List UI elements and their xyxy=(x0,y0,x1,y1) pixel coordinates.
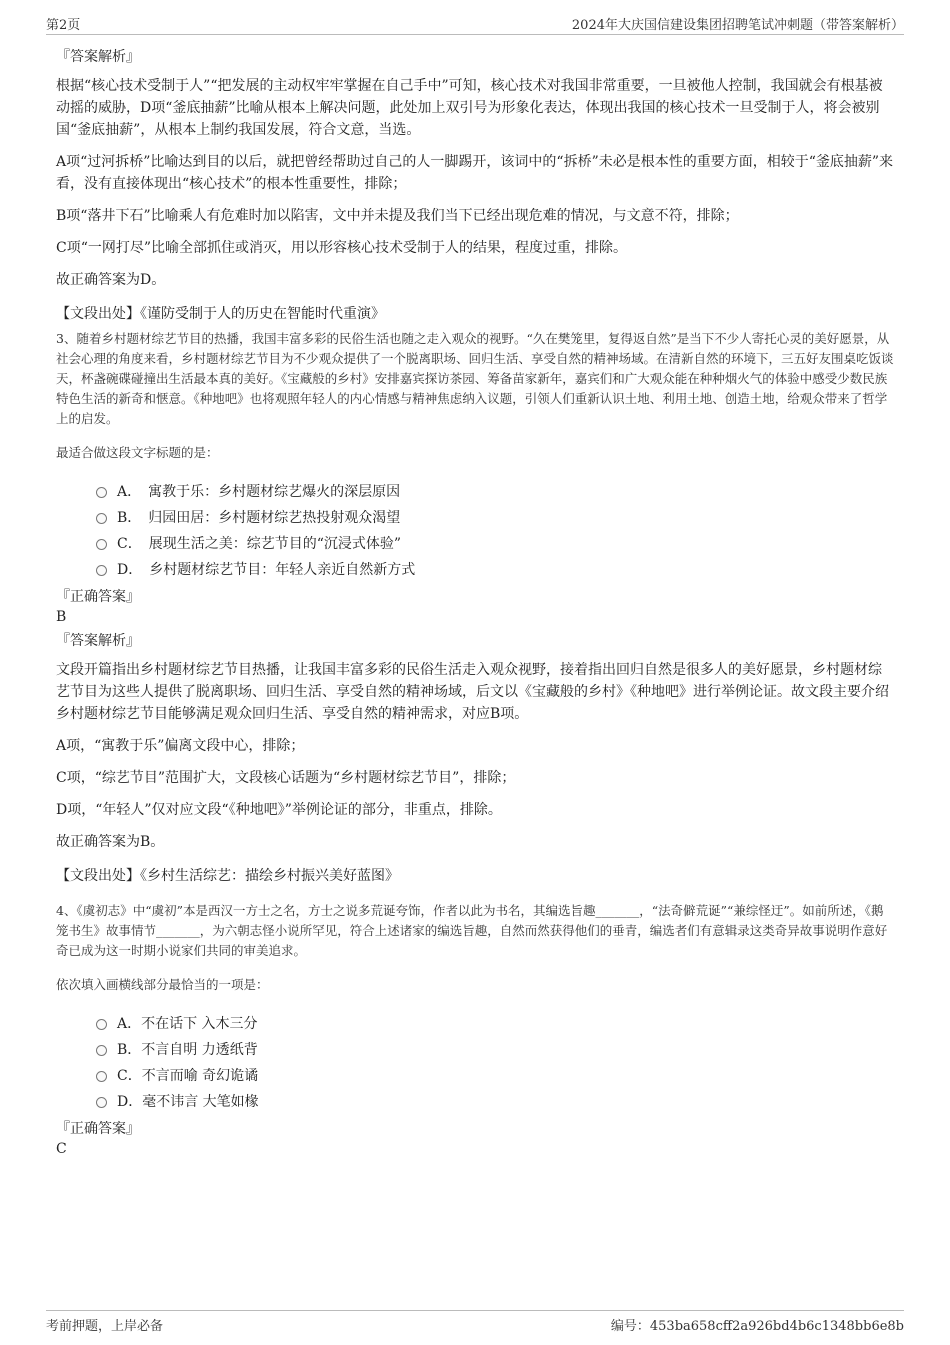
q3-analysis-para: C项，“综艺节目”范围扩大，文段核心话题为“乡村题材综艺节目”，排除； xyxy=(56,770,516,786)
q2-analysis-label: 『答案解析』 xyxy=(56,49,140,65)
q4-options xyxy=(96,1011,894,1115)
radio-icon[interactable] xyxy=(96,1045,107,1056)
q4-option-b[interactable]: B．不言自明 力透纸背 xyxy=(96,1037,894,1063)
q2-source: 【文段出处】《谨防受制于人的历史在智能时代重演》 xyxy=(56,306,385,322)
radio-icon[interactable] xyxy=(96,487,107,498)
radio-icon[interactable] xyxy=(96,565,107,576)
document-id: 编号：453ba658cff2a926bd4b6c1348bb6e8b xyxy=(610,1319,904,1334)
q2-analysis-para: C项“一网打尽”比喻全部抓住或消灭，用以形容核心技术受制于人的结果，程度过重，排除。 xyxy=(56,240,628,256)
q3-question-text: 3、随着乡村题材综艺节目的热播，我国丰富多彩的民俗生活也随之走入观众的视野。“久在樊笼里，复得返自然”是当下不少人寄托心灵的美好愿景，从社会心理的角度来看，乡村题材综艺节目为不少观众提供了一个脱离职场、回归生活、享受自然的精神场域。在清新自然的环境下，三五好友围桌吃饭谈天，杯盏碗碟碰撞出生活最本真的美好。《宝藏般的乡村》安排嘉宾探访茶园、筹备苗家新年，嘉宾们和广大观众能在种种烟火气的体验中感受少数民族特色生活的新奇和惬意。《种地吧》也将观照年轻人的内心情感与精神焦虑纳入议题，引领人们重新认识土地、利用土地、创造土地，给观众带来了哲学上的启发。 xyxy=(56,331,894,426)
q3-option-a[interactable]: A． 寓教于乐：乡村题材综艺爆火的深层原因 xyxy=(96,479,894,505)
q3-analysis-label: 『答案解析』 xyxy=(56,633,140,649)
q4-answer: C xyxy=(56,1141,67,1157)
q3-analysis-para: A项，“寓教于乐”偏离文段中心，排除； xyxy=(56,738,305,754)
footer-slogan: 考前押题，上岸必备 xyxy=(46,1319,164,1334)
q4-answer-label: 『正确答案』 xyxy=(56,1121,140,1137)
q2-analysis-para: B项“落井下石”比喻乘人有危难时加以陷害，文中并未提及我们当下已经出现危难的情况，与文意不符，排除； xyxy=(56,208,739,224)
q4-prompt: 依次填入画横线部分最恰当的一项是： xyxy=(56,977,269,992)
q4-option-a[interactable]: A．不在话下 入木三分 xyxy=(96,1011,894,1037)
q3-answer: B xyxy=(56,609,67,625)
q3-options xyxy=(96,479,894,583)
radio-icon[interactable] xyxy=(96,1019,107,1030)
q3-answer-label: 『正确答案』 xyxy=(56,589,140,605)
q3-analysis-para: D项，“年轻人”仅对应文段“《种地吧》”举例论证的部分，非重点，排除。 xyxy=(56,802,502,818)
q2-analysis-para: 根据“核心技术受制于人”“把发展的主动权牢牢掌握在自己手中”可知，核心技术对我国非常重要，一旦被他人控制，我国就会有根基被动摇的威胁，D项“釜底抽薪”比喻从根本上解决问题，此处加上双引号为形象化表达，体现出我国的核心技术一旦受制于人，将会被别国“釜底抽薪”，从根本上制约我国发展，符合文意，当选。 xyxy=(56,78,883,138)
radio-icon[interactable] xyxy=(96,1097,107,1108)
document-title: 2024年大庆国信建设集团招聘笔试冲刺题（带答案解析） xyxy=(571,18,904,33)
page-footer xyxy=(46,1310,904,1337)
q3-analysis-para: 故正确答案为B。 xyxy=(56,834,165,850)
q3-analysis-para: 文段开篇指出乡村题材综艺节目热播，让我国丰富多彩的民俗生活走入观众视野，接着指出回归自然是很多人的美好愿景，乡村题材综艺节目为这些人提供了脱离职场、回归生活、享受自然的精神场域，后文以《宝藏般的乡村》《种地吧》进行举例论证。故文段主要介绍乡村题材综艺节目能够满足观众回归生活、享受自然的精神需求，对应B项。 xyxy=(56,662,889,722)
q4-option-d[interactable]: D．毫不讳言 大笔如椽 xyxy=(96,1089,894,1115)
q4-option-c[interactable]: C．不言而喻 奇幻诡谲 xyxy=(96,1063,894,1089)
q3-prompt: 最适合做这段文字标题的是： xyxy=(56,445,219,460)
radio-icon[interactable] xyxy=(96,1071,107,1082)
q3-option-c[interactable]: C． 展现生活之美：综艺节目的“沉浸式体验” xyxy=(96,531,894,557)
q2-analysis-para: 故正确答案为D。 xyxy=(56,272,166,288)
q3-source: 【文段出处】《乡村生活综艺：描绘乡村振兴美好蓝图》 xyxy=(56,868,399,884)
page-number: 第2页 xyxy=(46,18,81,33)
radio-icon[interactable] xyxy=(96,539,107,550)
q2-analysis-para: A项“过河拆桥”比喻达到目的以后，就把曾经帮助过自己的人一脚踢开，该词中的“拆桥”未必是根本性的重要方面，相较于“釜底抽薪”来看，没有直接体现出“核心技术”的根本性重要性，排除； xyxy=(56,154,894,192)
page-content xyxy=(56,44,894,1159)
q3-option-d[interactable]: D． 乡村题材综艺节目：年轻人亲近自然新方式 xyxy=(96,557,894,583)
page-header xyxy=(46,14,904,35)
q3-option-b[interactable]: B． 归园田居：乡村题材综艺热投射观众渴望 xyxy=(96,505,894,531)
radio-icon[interactable] xyxy=(96,513,107,524)
q4-question-text: 4、《虞初志》中“虞初”本是西汉一方士之名，方士之说多荒诞夸饰，作者以此为书名，其编选旨趣_______，“法奇僻荒诞”“兼综怪迂”。如前所述，《鹅笼书生》故事情节_______，为六朝志怪小说所罕见，符合上述诸家的编选旨趣，自然而然获得他们的垂青，编选者们有意辑录这类奇异故事说明作意好奇已成为这一时期小说家们共同的审美追求。 xyxy=(56,903,888,958)
